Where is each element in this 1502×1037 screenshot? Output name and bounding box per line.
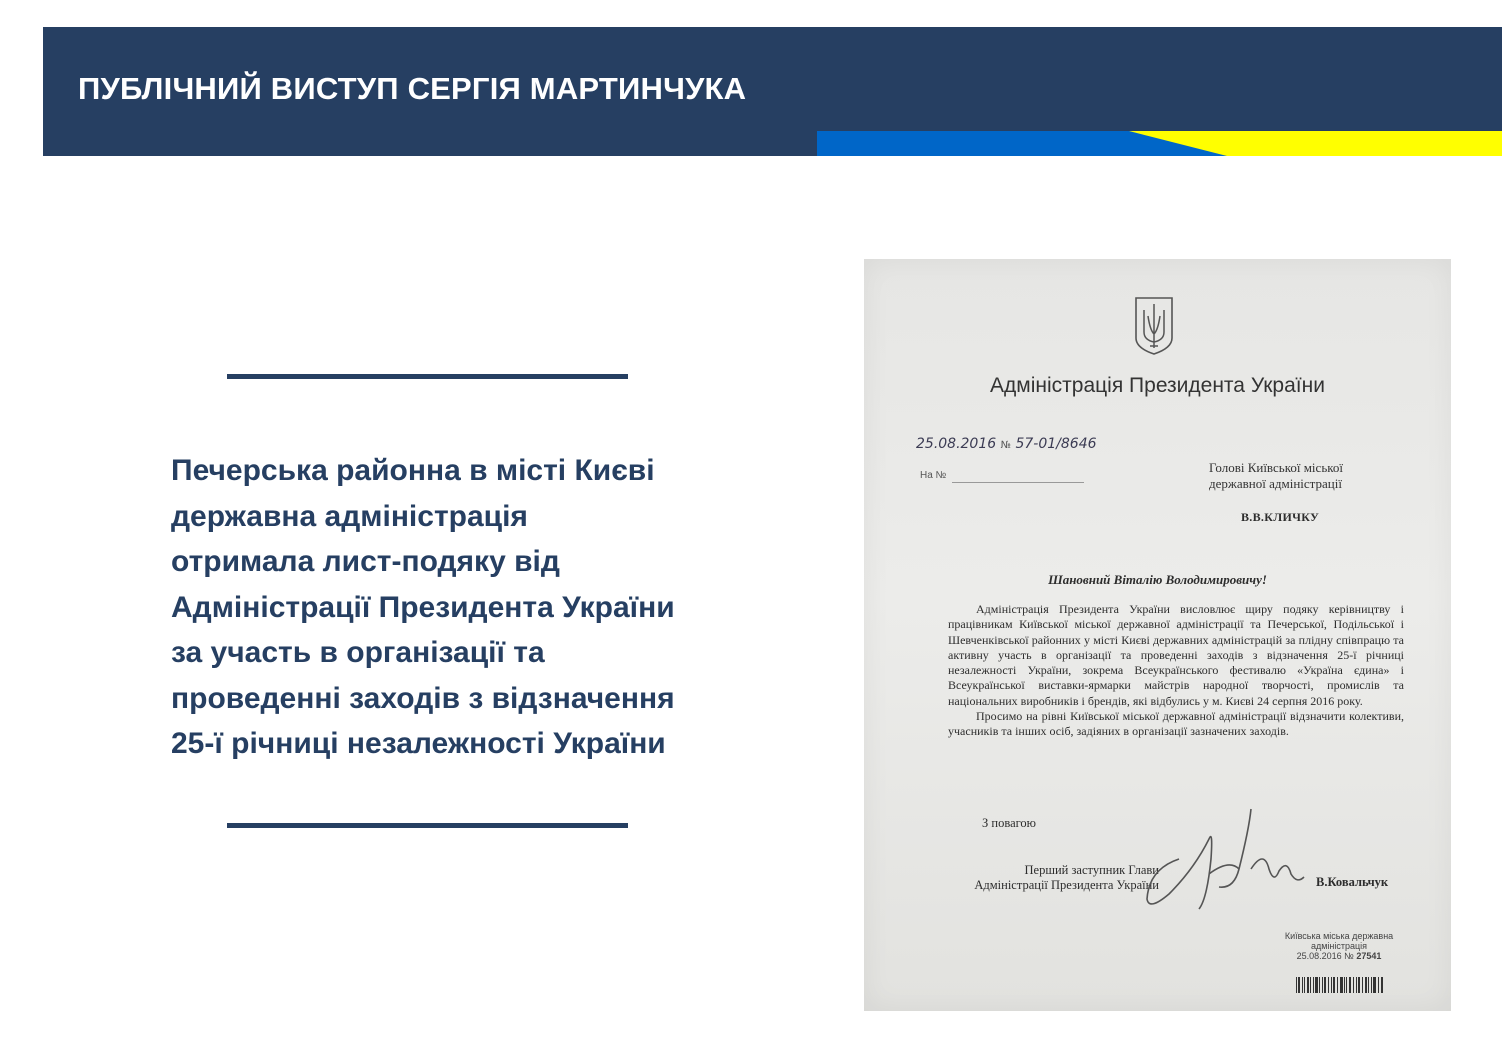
flag-stripe [817, 131, 1502, 156]
letter-paragraph: Адміністрація Президента України висловлює щиру подяку керівництву і працівникам Київської міської державної адміністрації та Печерської, Подільської і Шевченківської районних у місті Києві державних адміністрацій за плідну співпрацю та активну участь в організації та проведенні заходів з відзначення 25-ї річниці незалежності України, зокрема Всеукраїнського фестивалю «Україна єдина» і Всеукраїнської виставки-ярмарки майстрів народної творчості, промислів та національних виробників і брендів, які відбулись у м. Києві 24 серпня 2016 року. [948, 602, 1404, 708]
stamp-number: 27541 [1356, 951, 1382, 961]
lead-line: Адміністрації Президента України [171, 590, 675, 624]
divider-top [227, 374, 628, 379]
lead-text [171, 448, 761, 767]
stamp-date: 25.08.2016 [1296, 951, 1342, 961]
header-banner [43, 27, 1502, 156]
page-title: ПУБЛІЧНИЙ ВИСТУП СЕРГІЯ МАРТИНЧУКА [78, 71, 747, 106]
trident-icon [1132, 294, 1176, 356]
registration-number: 57-01/8646 [1015, 436, 1097, 452]
lead-line: проведенні заходів з відзначення [171, 681, 675, 715]
letter-paragraph: Просимо на рівні Київської міської державної адміністрації відзначити колективи, учасників та інших осіб, задіяних в організації зазначених заходів. [948, 709, 1404, 739]
signer-name: В.Ковальчук [1316, 875, 1389, 889]
lead-line: Печерська районна в місті Києві [171, 454, 655, 487]
lead-line: отримала лист-подяку від [171, 545, 560, 578]
signature [1139, 799, 1314, 919]
letter-org-name: Адміністрація Президента України [990, 374, 1325, 397]
lead-line: 25-ї річниці незалежності України [171, 727, 666, 760]
stamp-no-label: № [1344, 951, 1354, 961]
signer-title-line: Перший заступник Глави [1024, 863, 1159, 877]
lead-line: за участь в організації та [171, 636, 545, 669]
addressee-line: Голові Київської міської [1209, 460, 1344, 475]
registration-line [916, 436, 1097, 452]
registration-no-label: № [1000, 440, 1012, 451]
barcode-icon [1296, 977, 1384, 993]
registration-date: 25.08.2016 [916, 436, 997, 452]
letter-photo [864, 259, 1451, 1011]
signer-title [959, 863, 1159, 893]
letter-body [948, 602, 1404, 740]
addressee-line: державної адміністрації [1209, 476, 1342, 491]
addressee-name: В.В.КЛИЧКУ [1241, 510, 1320, 524]
reference-blank [952, 482, 1084, 483]
stamp-org: Київська міська державна [1284, 931, 1394, 941]
salutation: Шановний Віталію Володимировичу! [1048, 572, 1267, 587]
stamp-org: адміністрація [1310, 941, 1368, 951]
divider-bottom [227, 823, 628, 828]
registration-stamp [1264, 931, 1414, 961]
signer-title-line: Адміністрації Президента України [974, 878, 1159, 892]
closing: З повагою [982, 816, 1037, 830]
lead-line: державна адміністрація [171, 499, 528, 533]
addressee [1209, 460, 1409, 492]
reference-label: На № [920, 470, 947, 481]
